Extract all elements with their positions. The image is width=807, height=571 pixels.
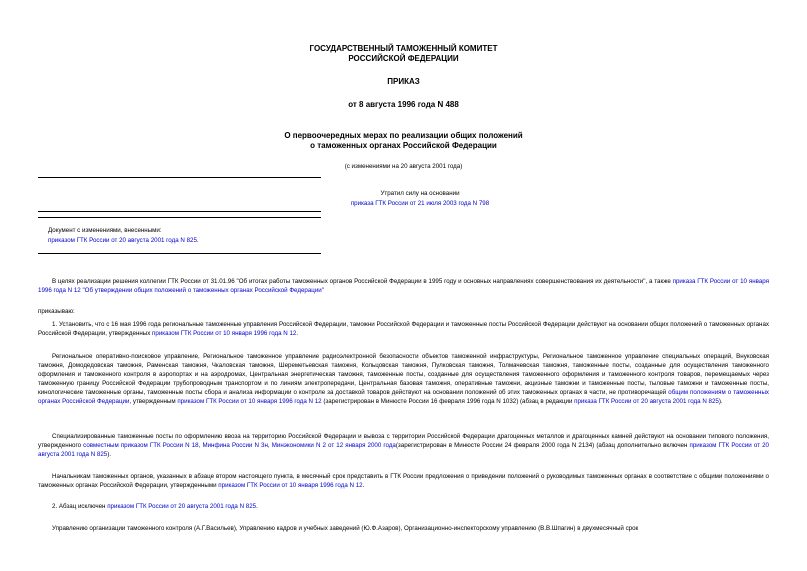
paragraph-chiefs: Начальникам таможенных органов, указанных в абзаце втором настоящего пункта, в месячный срок представить в ГТК России предложения о приведении положений о руководимых таможенных органах в соответствие с общими положениями о таможенных органах Российской Федерации, утвержденными приказом ГТК России от 10 января 1996 года N 12. <box>38 473 769 489</box>
paragraph-special-organs: Региональное оперативно-поисковое управление, Региональное таможенное управление радиоэлектронной безопасности объектов таможенной инфраструктуры, Региональное таможенное управление специальных операций, Внуковская таможня, Домодедовская таможня, Раменская таможня, Чкаловская таможня, Шереметьевская таможня, Кольцовская таможня, Пулковская таможня, Толмачевская таможня, таможенные посты, созданные для осуществления таможенного оформления и таможенного контроля в аэропортах и на аэродромах, Центральная энергетическая таможня, таможенные посты, созданные для осуществления таможенного оформления и таможенного контроля товаров, перемещаемых через таможенную границу Российской Федерации трубопроводным транспортом и по линиям электропередачи, Центральная базовая таможня, оперативные таможни, акцизные таможни и таможенные посты, тыловые таможни и таможенные посты, кинологические таможенные органы, таможенные посты сбора и анализа информации о контроле за доставкой товаров действуют на основании положений об этих таможенных органах в части, не противоречащей общим положениям о таможенных органах Российской Федерации, утвержденным приказом ГТК России от 10 января 1996 года N 12 (зарегистрирован в Минюсте России 16 февраля 1996 года N 1032) (абзац в редакции приказа ГТК России от 20 августа 2001 года N 825). <box>38 353 769 405</box>
general-provisions-link[interactable]: общим положениям о таможенных органах Российской Федерации <box>38 389 769 405</box>
paragraph-preamble: В целях реализации решения коллегии ГТК России от 31.01.96 "Об итогах работы таможенных органов Российской Федерации в 1995 году и основных направлениях совершенствования их деятельности", а также приказа ГТК России от 10 января 1996 года N 12 "Об утверждении общих положений о таможенных органах Российской Федерации" <box>38 278 769 294</box>
paragraph-item-1: 1. Установить, что с 16 мая 1996 года региональные таможенные управления Российской Федерации, таможни Российской Федерации и таможенные посты Российской Федерации действуют на основании общих положений о таможенных органах Российской Федерации, утвержденных приказом ГТК России от 10 января 1996 года N 12. <box>38 321 769 337</box>
amendments-line: приказом ГТК России от 20 августа 2001 года N 825. <box>48 237 199 244</box>
org-name-line2: РОССИЙСКОЙ ФЕДЕРАЦИИ <box>348 54 459 63</box>
org-name-line1: ГОСУДАРСТВЕННЫЙ ТАМОЖЕННЫЙ КОМИТЕТ <box>309 44 498 53</box>
lost-force-link[interactable]: приказа ГТК России от 21 июля 2003 года N 798 <box>350 200 490 207</box>
doc-title-line2: о таможенных органах Российской Федерации <box>310 141 497 150</box>
amended-note: (с изменениями на 20 августа 2001 года) <box>344 163 463 170</box>
amendments-label: Документ с изменениями, внесенными: <box>48 227 162 234</box>
amendments-link[interactable]: приказом ГТК России от 20 августа 2001 года N 825 <box>48 237 197 244</box>
joint-order-link[interactable]: совместным приказом ГТК России N 18, Минфина России N 3н, Минэкономики N 2 от 12 января 2000 года <box>83 442 396 449</box>
divider <box>38 217 321 218</box>
doc-date: от 8 августа 1996 года N 488 <box>348 100 459 109</box>
item1-link[interactable]: приказом ГТК России от 10 января 1996 года N 12 <box>152 330 297 337</box>
lost-force-label: Утратил силу на основании <box>380 190 460 197</box>
divider <box>38 177 321 178</box>
order-12-link[interactable]: приказом ГТК России от 10 января 1996 года N 12 <box>177 398 322 405</box>
order-word: приказываю: <box>38 308 75 315</box>
order-825-link[interactable]: приказом ГТК России от 20 августа 2001 года N 825 <box>38 442 769 458</box>
order-12-link[interactable]: приказом ГТК России от 10 января 1996 года N 12 <box>218 482 363 489</box>
divider <box>38 211 321 212</box>
order-825-link[interactable]: приказом ГТК России от 20 августа 2001 года N 825 <box>107 503 257 510</box>
document-page <box>38 0 769 571</box>
divider <box>38 253 321 254</box>
doc-title-line1: О первоочередных мерах по реализации общих положений <box>284 131 523 140</box>
paragraph-precious-metals: Специализированные таможенные посты по оформлению ввоза на территорию Российской Федерации и вывоза с территории Российской Федерации драгоценных металлов и драгоценных камней действуют на основании типового положения, утвержденного совместным приказом ГТК России N 18, Минфина России N 3н, Минэкономики N 2 от 12 января 2000 года(зарегистрирован в Минюсте России 24 февраля 2000 года N 2134) (абзац дополнительно включен приказом ГТК России от 20 августа 2001 года N 825). <box>38 433 769 458</box>
paragraph-management: Управлению организации таможенного контроля (А.Г.Васильев), Управлению кадров и учебных заведений (Ю.Ф.Азаров), Организационно-инспекторскому управлению (В.В.Шпагин) в двухмесячный срок <box>52 525 639 532</box>
order-825-link[interactable]: приказа ГТК России от 20 августа 2001 года N 825 <box>574 398 719 405</box>
preamble-link[interactable]: приказа ГТК России от 10 января 1996 года N 12 "Об утверждении общих положений о таможенных органах Российской Федерации" <box>38 278 769 294</box>
paragraph-item-2: 2. Абзац исключен приказом ГТК России от 20 августа 2001 года N 825. <box>52 503 258 510</box>
doc-type: ПРИКАЗ <box>387 77 420 86</box>
